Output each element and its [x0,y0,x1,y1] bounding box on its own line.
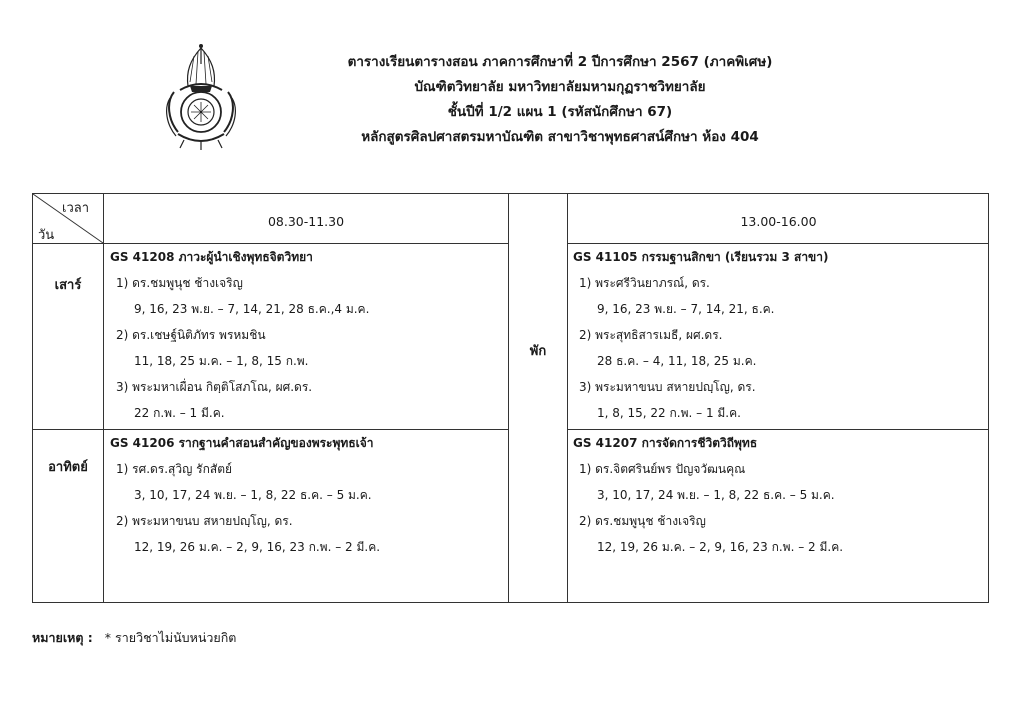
footnote-text: * รายวิชาไม่นับหน่วยกิต [104,630,237,645]
instructor: 1) พระศรีวินยาภรณ์, ดร. [579,276,710,290]
session-dates: 3, 10, 17, 24 พ.ย. – 1, 8, 22 ธ.ค. – 5 ม.ค. [597,488,835,502]
corner-time-label: เวลา [62,201,90,216]
instructor: 2) ดร.เชษฐ์นิติภัทร พรหมชิน [116,328,266,342]
header-year-plan: ชั้นปีที่ 1/2 แผน 1 (รหัสนักศึกษา 67) [447,104,673,120]
cell-saturday-afternoon [573,244,985,426]
instructor: 1) ดร.จิตศรินย์พร ปัญจวัฒนคุณ [579,462,746,476]
session-dates: 12, 19, 26 ม.ค. – 2, 9, 16, 23 ก.พ. – 2 มี.ค. [134,540,381,554]
session-dates: 22 ก.พ. – 1 มี.ค. [134,406,225,420]
cell-saturday-morning [110,244,505,426]
course-title: GS 41206 รากฐานคำสอนสำคัญของพระพุทธเจ้า [110,436,374,450]
footnote [32,628,236,648]
session-dates: 9, 16, 23 พ.ย. – 7, 14, 21, ธ.ค. [597,302,775,316]
header-title: ตารางเรียนตารางสอน ภาคการศึกษาที่ 2 ปีการศึกษา 2567 (ภาคพิเศษ) [347,54,773,70]
day-sunday: อาทิตย์ [48,460,88,475]
afternoon-time-header: 13.00-16.00 [740,214,817,229]
instructor: 2) ดร.ชมพูนุช ช้างเจริญ [579,514,706,528]
break-label: พัก [529,344,547,359]
cell-sunday-afternoon [573,430,985,560]
instructor: 1) รศ.ดร.สุวิญ รักสัตย์ [116,462,233,476]
header-faculty: บัณฑิตวิทยาลัย มหาวิทยาลัยมหามกุฏราชวิทยาลัย [414,79,706,95]
instructor: 3) พระมหาเผื่อน กิตฺติโสภโณ, ผศ.ดร. [116,380,313,394]
instructor: 2) พระสุทธิสารเมธี, ผศ.ดร. [579,328,723,342]
session-dates: 12, 19, 26 ม.ค. – 2, 9, 16, 23 ก.พ. – 2 มี.ค. [597,540,844,554]
instructor: 3) พระมหาขนบ สหายปญฺโญ, ดร. [579,380,756,394]
day-saturday: เสาร์ [54,278,82,293]
course-title: GS 41105 กรรมฐานสิกขา (เรียนรวม 3 สาขา) [573,250,829,264]
header-program-room: หลักสูตรศิลปศาสตรมหาบัณฑิต สาขาวิชาพุทธศาสน์ศึกษา ห้อง 404 [361,129,759,145]
instructor: 1) ดร.ชมพูนุช ช้างเจริญ [116,276,243,290]
instructor: 2) พระมหาขนบ สหายปญฺโญ, ดร. [116,514,293,528]
course-title: GS 41208 ภาวะผู้นำเชิงพุทธจิตวิทยา [110,250,313,264]
session-dates: 1, 8, 15, 22 ก.พ. – 1 มี.ค. [597,406,741,420]
course-title: GS 41207 การจัดการชีวิตวิถีพุทธ [573,436,758,450]
session-dates: 28 ธ.ค. – 4, 11, 18, 25 ม.ค. [597,354,757,368]
morning-time-header: 08.30-11.30 [267,214,345,229]
cell-sunday-morning [110,430,505,560]
session-dates: 11, 18, 25 ม.ค. – 1, 8, 15 ก.พ. [134,354,309,368]
corner-day-label: วัน [38,228,55,243]
session-dates: 3, 10, 17, 24 พ.ย. – 1, 8, 22 ธ.ค. – 5 ม.ค. [134,488,372,502]
footnote-label: หมายเหตุ : [32,630,93,645]
session-dates: 9, 16, 23 พ.ย. – 7, 14, 21, 28 ธ.ค.,4 ม.ค. [134,302,370,316]
